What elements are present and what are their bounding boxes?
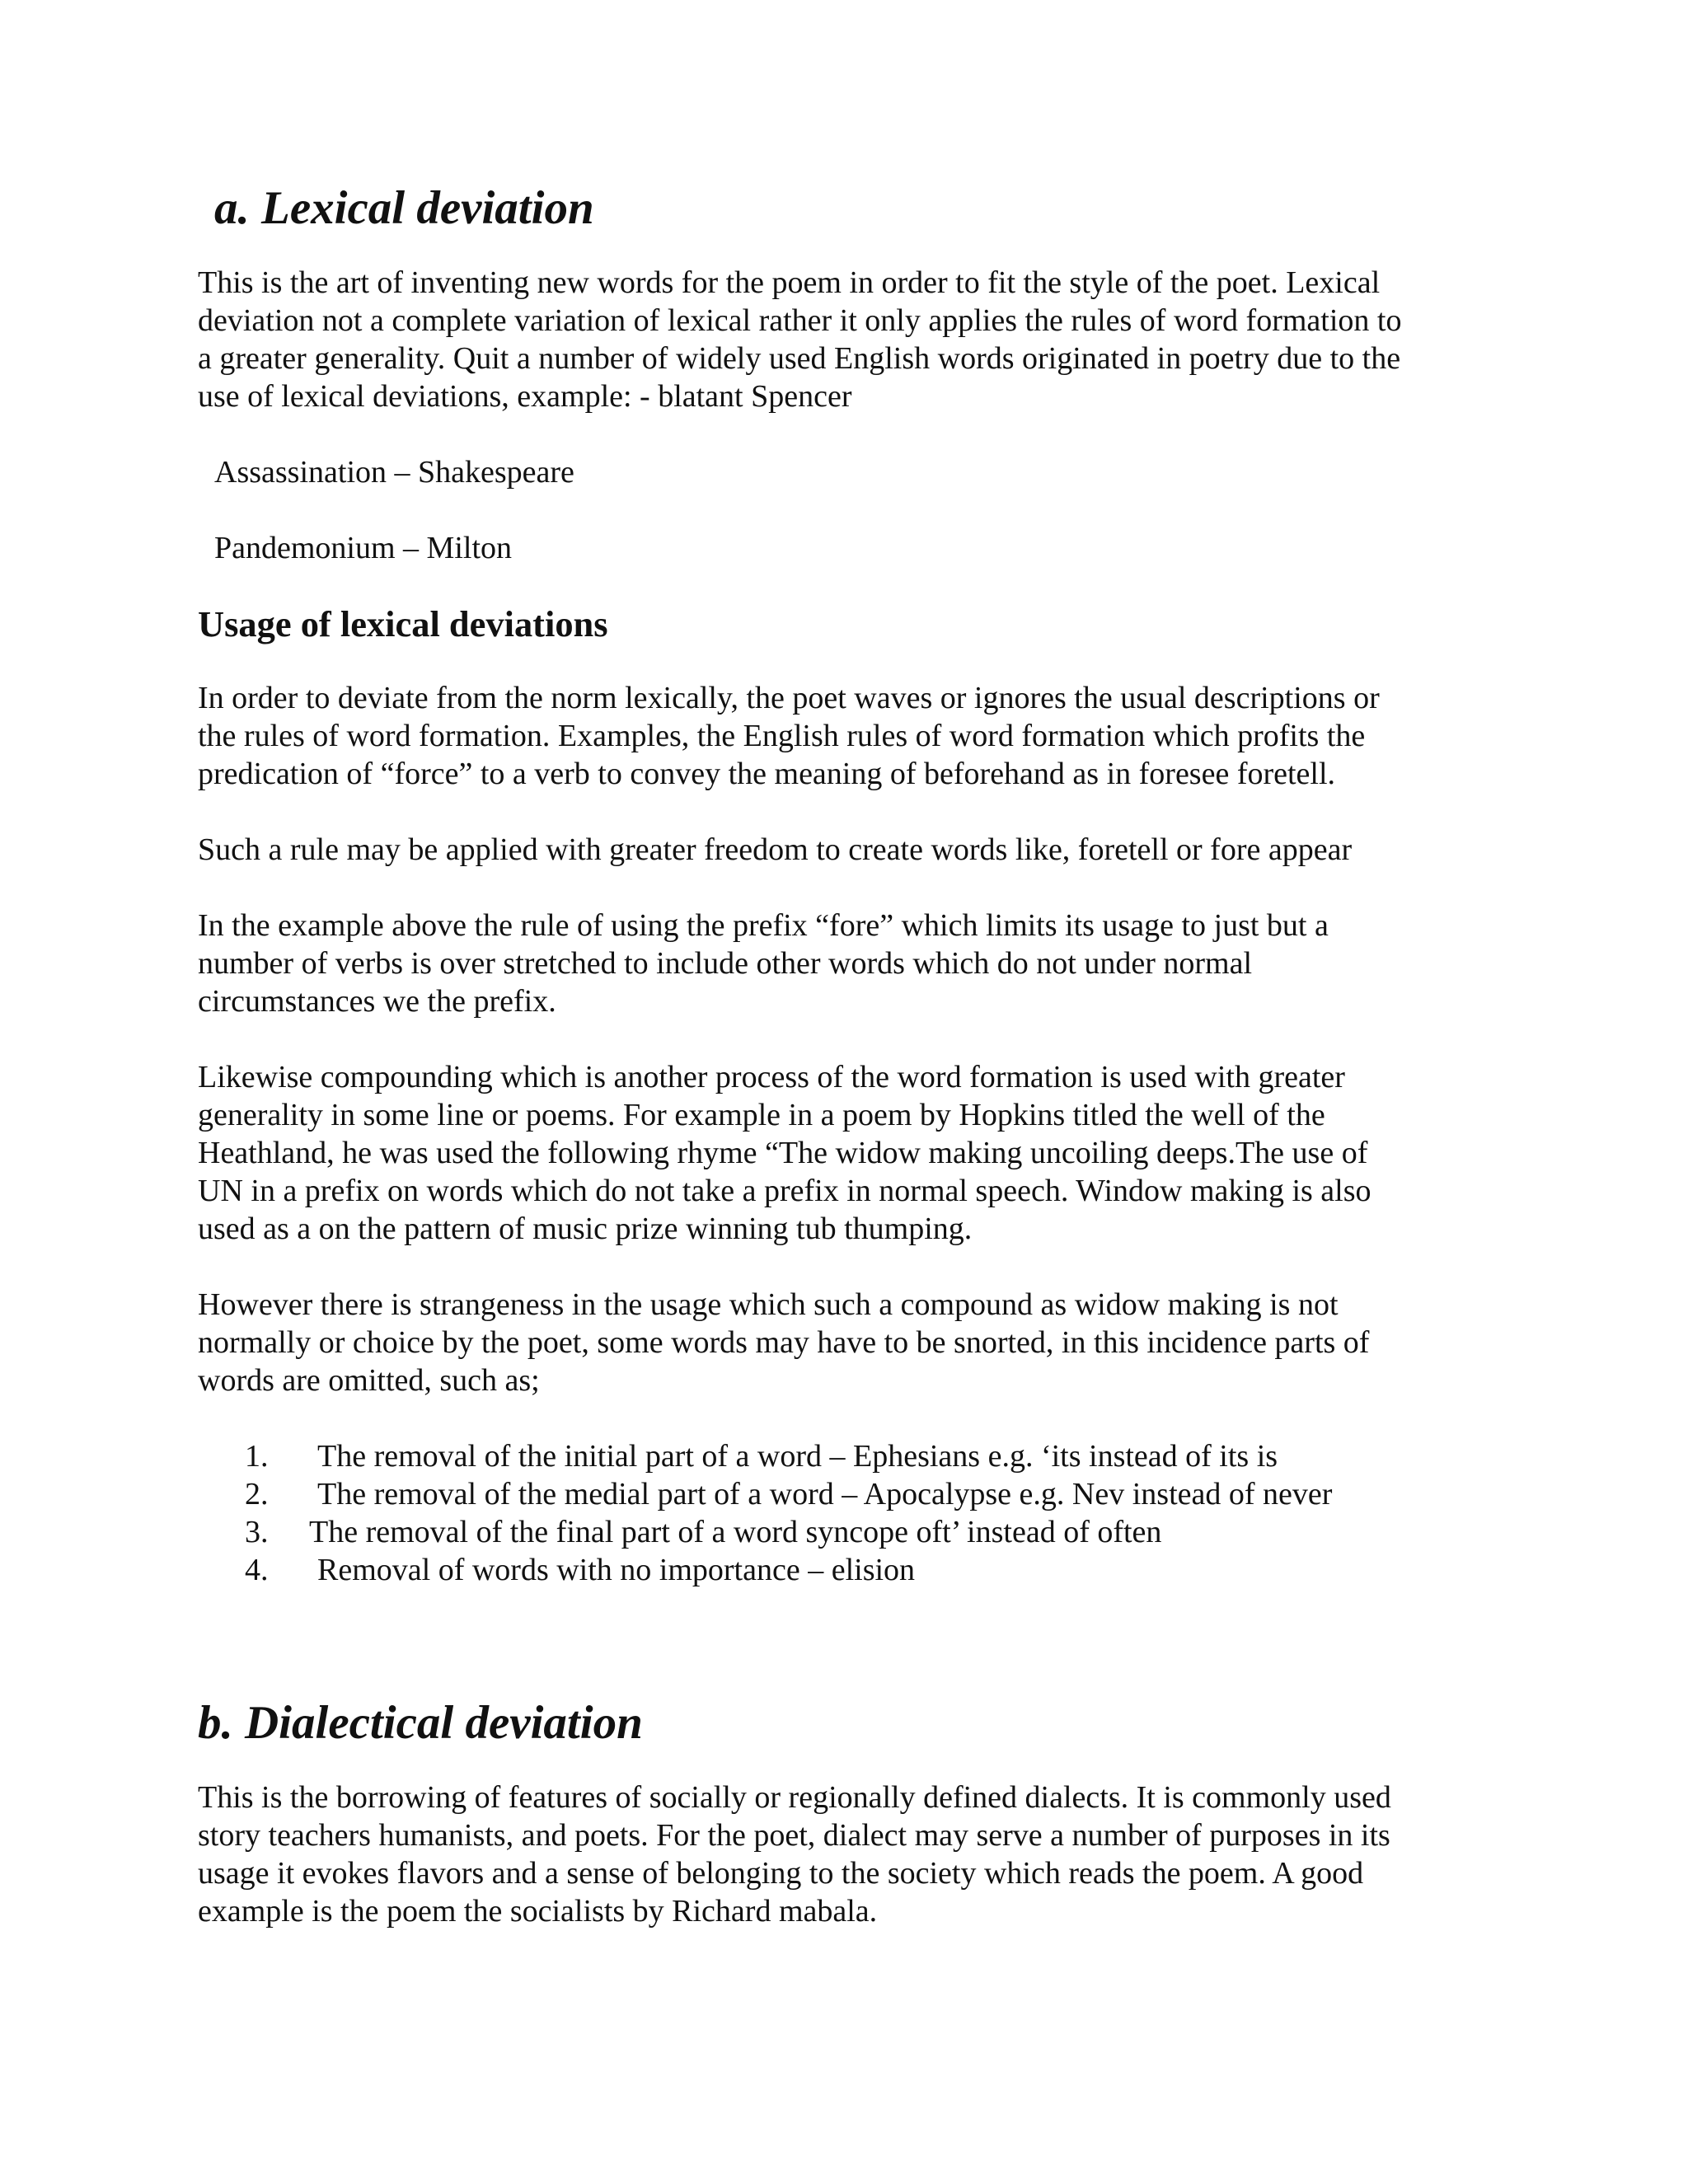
text-line: However there is strangeness in the usage which such a compound as widow making is not: [198, 1287, 1339, 1322]
text-line: a greater generality. Quit a number of widely used English words originated in poetry due to the: [198, 341, 1401, 376]
usage-paragraph-5: [198, 1286, 1467, 1399]
usage-paragraph-3: [198, 907, 1467, 1020]
list-number: 1.: [245, 1439, 269, 1474]
list-item: [198, 1475, 1467, 1513]
text-line: This is the art of inventing new words for the poem in order to fit the style of the poet. Lexical: [198, 265, 1381, 300]
section-b-paragraph: [198, 1779, 1467, 1930]
text-line: the rules of word formation. Examples, the English rules of word formation which profits the: [198, 719, 1366, 753]
list-number: 3.: [245, 1515, 269, 1549]
list-text: Removal of words with no importance – elision: [317, 1553, 916, 1587]
list-item: [198, 1551, 1467, 1589]
document-body: [198, 182, 1467, 1968]
text-line: use of lexical deviations, example: - blatant Spencer: [198, 379, 852, 414]
text-line: deviation not a complete variation of lexical rather it only applies the rules of word formation to: [198, 303, 1402, 338]
usage-heading: Usage of lexical deviations: [198, 603, 608, 644]
list-text: The removal of the initial part of a word – Ephesians e.g. ‘its instead of its is: [317, 1439, 1278, 1474]
text-line: words are omitted, such as;: [198, 1363, 540, 1398]
example-assassination: Assassination – Shakespeare: [214, 455, 574, 490]
text-line: generality in some line or poems. For example in a poem by Hopkins titled the well of the: [198, 1098, 1325, 1132]
text-line: used as a on the pattern of music prize winning tub thumping.: [198, 1212, 973, 1246]
section-b-heading: b. Dialectical deviation: [198, 1697, 643, 1749]
section-a-heading: a. Lexical deviation: [214, 182, 594, 234]
list-text: The removal of the final part of a word syncope oft’ instead of often: [309, 1515, 1162, 1549]
text-line: Likewise compounding which is another process of the word formation is used with greater: [198, 1060, 1345, 1094]
text-line: normally or choice by the poet, some words may have to be snorted, in this incidence parts of: [198, 1325, 1370, 1360]
text-line: story teachers humanists, and poets. For the poet, dialect may serve a number of purposes in its: [198, 1818, 1390, 1853]
list-number: 2.: [245, 1477, 269, 1511]
list-item: [198, 1437, 1467, 1475]
text-line: This is the borrowing of features of socially or regionally defined dialects. It is commonly used: [198, 1780, 1391, 1815]
list-text: The removal of the medial part of a word – Apocalypse e.g. Nev instead of never: [317, 1477, 1333, 1511]
usage-paragraph-4: [198, 1058, 1467, 1248]
spacer: [198, 1589, 1467, 1704]
text-line: number of verbs is over stretched to include other words which do not under normal: [198, 946, 1253, 981]
text-line: circumstances we the prefix.: [198, 984, 556, 1019]
text-line: Such a rule may be applied with greater freedom to create words like, foretell or fore appear: [198, 832, 1353, 867]
text-line: Heathland, he was used the following rhyme “The widow making uncoiling deeps.The use of: [198, 1136, 1368, 1170]
text-line: predication of “force” to a verb to convey the meaning of beforehand as in foresee foretell.: [198, 757, 1336, 791]
removal-list: [198, 1437, 1467, 1589]
usage-paragraph-1: [198, 679, 1467, 793]
usage-paragraph-2: [198, 831, 1467, 869]
text-line: example is the poem the socialists by Richard mabala.: [198, 1894, 878, 1929]
example-pandemonium: Pandemonium – Milton: [214, 531, 512, 565]
text-line: UN in a prefix on words which do not take a prefix in normal speech. Window making is also: [198, 1174, 1372, 1208]
text-line: usage it evokes flavors and a sense of belonging to the society which reads the poem. A good: [198, 1856, 1364, 1891]
text-line: In order to deviate from the norm lexically, the poet waves or ignores the usual descriptions or: [198, 681, 1380, 715]
text-line: In the example above the rule of using the prefix “fore” which limits its usage to just but a: [198, 908, 1329, 943]
section-a-intro-paragraph: [198, 264, 1467, 415]
list-number: 4.: [245, 1553, 269, 1587]
list-item: [198, 1513, 1467, 1551]
